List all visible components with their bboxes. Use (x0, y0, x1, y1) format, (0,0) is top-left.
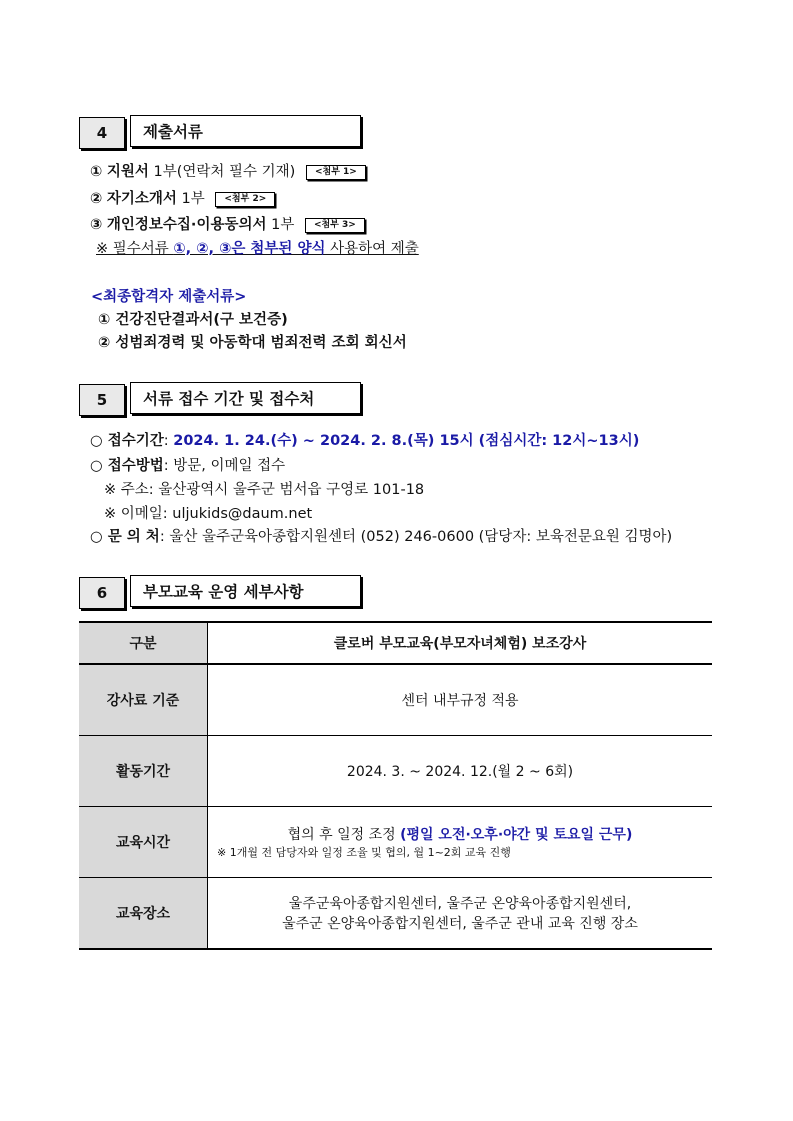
table-header-cell: 클로버 부모교육(부모자녀체험) 보조강사 (208, 622, 713, 664)
doc-item-3 (90, 213, 365, 234)
note-prefix: ※ 필수서류 (96, 241, 174, 257)
contact-label: ○ 문 의 처 (90, 529, 160, 545)
period-label: ○ 접수기간 (90, 433, 164, 449)
attachment-tag: <첨부 1> (306, 165, 366, 180)
table-row (79, 878, 712, 950)
final-doc-item-2: ② 성범죄경력 및 아동학대 범죄전력 조회 회신서 (98, 335, 407, 351)
doc-item-2 (90, 187, 275, 208)
row-value: 협의 후 일정 조정 (287, 827, 401, 843)
row-value-line (209, 824, 711, 844)
method-label: ○ 접수방법 (90, 458, 164, 474)
row-label: 교육장소 (79, 878, 208, 950)
table-header-row (79, 622, 712, 664)
period-value: 2024. 1. 24.(수) ~ 2024. 2. 8.(목) 15시 (점심시간: 12시~13시) (173, 433, 640, 449)
doc-item-name: 지원서 (106, 164, 149, 180)
doc-item-1 (90, 160, 366, 181)
required-docs-note (96, 237, 419, 258)
doc-item-name: 자기소개서 (106, 191, 177, 207)
row-value-cell (208, 807, 713, 878)
attachment-tag: <첨부 3> (305, 218, 365, 233)
final-docs-heading: <최종합격자 제출서류> (91, 289, 247, 305)
submission-method (90, 454, 285, 475)
section-5-title: 서류 접수 기간 및 접수처 (130, 382, 361, 414)
row-value-highlight: (평일 오전·오후·야간 및 토요일 근무) (400, 827, 633, 843)
doc-item-rest: 1부 (266, 217, 295, 233)
table-header-cell: 구분 (79, 622, 208, 664)
method-value: : 방문, 이메일 접수 (163, 458, 286, 474)
row-label: 활동기간 (79, 736, 208, 807)
row-value: 울주군육아종합지원센터, 울주군 온양육아종합지원센터, (288, 896, 632, 912)
row-value: 센터 내부규정 적용 (208, 664, 713, 736)
row-value: 2024. 3. ~ 2024. 12.(월 2 ~ 6회) (208, 736, 713, 807)
section-4-title: 제출서류 (130, 115, 361, 147)
row-label: 강사료 기준 (79, 664, 208, 736)
note-suffix: 사용하여 제출 (325, 241, 419, 257)
contact-value: : 울산 울주군육아종합지원센터 (052) 246-0600 (담당자: 보육전문요원 김명아) (159, 529, 673, 545)
final-doc-item-1: ① 건강진단결과서(구 보건증) (98, 312, 288, 328)
row-value-2: 울주군 온양육아종합지원센터, 울주군 관내 교육 진행 장소 (282, 916, 638, 932)
doc-item-rest: 1부 (176, 191, 205, 207)
doc-item-mark: ② (90, 191, 103, 207)
contact (90, 525, 672, 546)
row-note: ※ 1개월 전 담당자와 일정 조율 및 협의, 월 1~2회 교육 진행 (217, 846, 511, 859)
table-row (79, 736, 712, 807)
section-4-number: 4 (79, 117, 125, 149)
table-row (79, 664, 712, 736)
doc-item-rest: 1부(연락처 필수 기재) (148, 164, 296, 180)
note-highlight: ①, ②, ③은 첨부된 양식 (173, 241, 326, 257)
submission-period: ○ 접수기간: 2024. 1. 24.(수) ~ 2024. 2. 8.(목) 15시 (점심시간: 12시~13시) (90, 433, 640, 449)
section-5-number: 5 (79, 384, 125, 416)
row-value-cell (208, 878, 713, 950)
section-6-title: 부모교육 운영 세부사항 (130, 575, 361, 607)
details-table (79, 621, 712, 950)
attachment-tag: <첨부 2> (215, 192, 275, 207)
section-6-number: 6 (79, 577, 125, 609)
table-row (79, 807, 712, 878)
email: ※ 이메일: uljukids@daum.net (104, 506, 313, 522)
doc-item-name: 개인정보수집·이용동의서 (106, 217, 267, 233)
address: ※ 주소: 울산광역시 울주군 범서읍 구영로 101-18 (104, 482, 425, 498)
row-label: 교육시간 (79, 807, 208, 878)
doc-item-mark: ③ (90, 217, 103, 233)
doc-item-mark: ① (90, 164, 103, 180)
